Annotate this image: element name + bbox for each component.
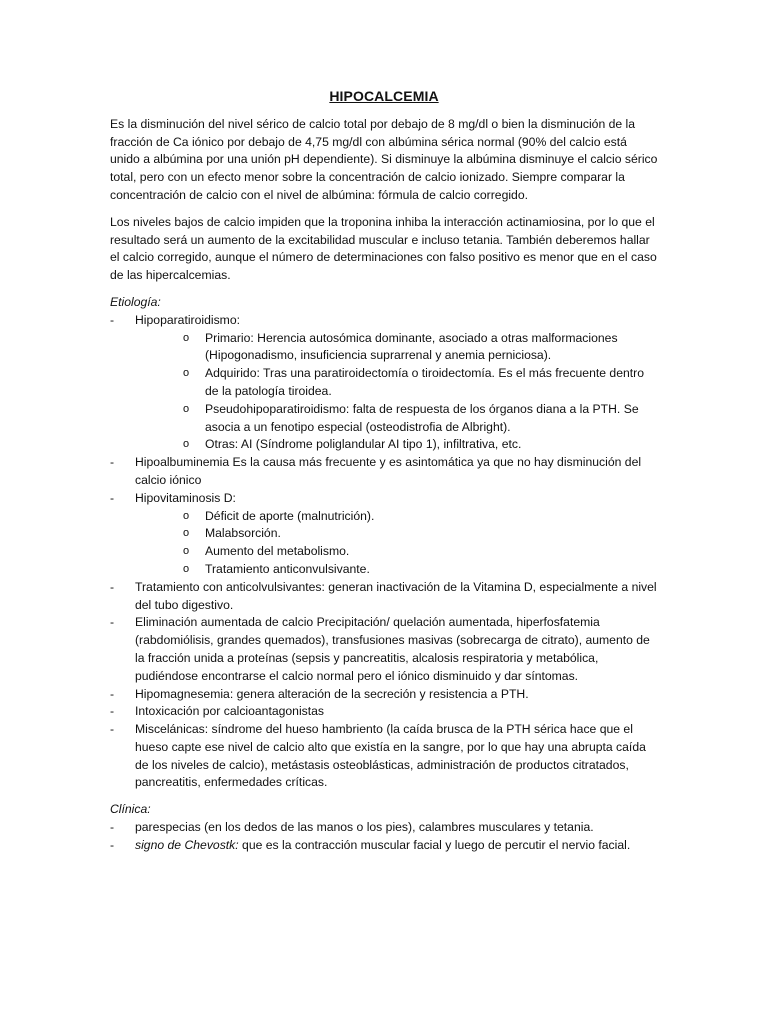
sub-list-item: o Déficit de aporte (malnutrición). (180, 508, 658, 526)
sub-list-item: o Tratamiento anticonvulsivante. (180, 561, 658, 579)
chvostek-description: que es la contracción muscular facial y luego de percutir el nervio facial. (238, 837, 631, 852)
etiologia-list (110, 312, 658, 793)
sub-list-item: o Aumento del metabolismo. (180, 543, 658, 561)
list-item: - Miscelánicas: síndrome del hueso hambriento (la caída brusca de la PTH sérica hace que el hueso capte ese nivel de calcio alto que existía en la sangre, por lo que hay una abrupta caída de los niveles de calcio), metástasis osteoblásticas, administración de productos citratados, pancreatitis, enfermedades críticas. (110, 721, 658, 792)
section-heading-etiologia: Etiología: (110, 294, 161, 309)
list-item: - Intoxicación por calcioantagonistas (110, 703, 658, 721)
list-item: - parespecias (en los dedos de las manos o los pies), calambres musculares y tetania. (110, 819, 658, 837)
list-item-hipovitaminosis (110, 490, 658, 579)
list-item: - Tratamiento con anticolvulsivantes: generan inactivación de la Vitamina D, especialmente a nivel del tubo digestivo. (110, 579, 658, 615)
chvostek-term: signo de Chevostk: (135, 837, 239, 852)
list-item-chvostek (110, 837, 658, 855)
list-item: - Eliminación aumentada de calcio Precipitación/ quelación aumentada, hiperfosfatemia (rabdomiólisis, grandes quemados), transfusiones masivas (sobrecarga de citrato), aumento de la fracción unida a proteínas (sepsis y pancreatitis, alcalosis respiratoria y metabólica, pudiéndose encontrarse el calcio normal pero el iónico disminuido y dar síntomas. (110, 614, 658, 685)
section-heading-clinica: Clínica: (110, 802, 151, 817)
list-item-label: Hipovitaminosis D: (135, 490, 236, 505)
list-item: - Hipomagnesemia: genera alteración de la secreción y resistencia a PTH. (110, 686, 658, 704)
sub-list-item: o Primario: Herencia autosómica dominante, asociado a otras malformaciones (Hipogonadismo, insuficiencia suprarrenal y anemia perniciosa). (180, 330, 658, 366)
paragraph-physiology: Los niveles bajos de calcio impiden que la troponina inhiba la interacción actinamiosina, por lo que el resultado será un aumento de la excitabilidad muscular e incluso tetania. También deberemos hallar el calcio corregido, aunque el número de determinaciones con falso positivo es menor que en el caso de las hipercalcemias. (110, 214, 657, 283)
list-item-hipoparatiroidismo (110, 312, 658, 454)
list-item-label: Hipoparatiroidismo: (135, 312, 240, 327)
document-title: HIPOCALCEMIA (329, 88, 439, 104)
sub-list-item: o Malabsorción. (180, 525, 658, 543)
hipoparatiroidismo-sublist (135, 330, 658, 455)
sub-list-item: o Adquirido: Tras una paratiroidectomía o tiroidectomía. Es el más frecuente dentro de la patología tiroidea. (180, 365, 658, 401)
sub-list-item: o Pseudohipoparatiroidismo: falta de respuesta de los órganos diana a la PTH. Se asocia a un fenotipo especial (osteodistrofia de Albright). (180, 401, 658, 437)
paragraph-definition: Es la disminución del nivel sérico de calcio total por debajo de 8 mg/dl o bien la disminución de la fracción de Ca iónico por debajo de 4,75 mg/dl con albúmina sérica normal (90% del calcio está unido a albúmina por una unión pH dependiente). Si disminuye la albúmina disminuye el calcio sérico total, pero con un efecto menor sobre la concentración de calcio ionizado. Siempre comparar la concentración de calcio con el nivel de albúmina: fórmula de calcio corregido. (110, 116, 658, 202)
list-item-hipoalbuminemia: - Hipoalbuminemia Es la causa más frecuente y es asintomática ya que no hay disminución del calcio iónico (110, 454, 658, 490)
clinica-list (110, 819, 658, 855)
hipovitaminosis-sublist (135, 508, 658, 579)
sub-list-item: o Otras: AI (Síndrome poliglandular AI tipo 1), infiltrativa, etc. (180, 436, 658, 454)
